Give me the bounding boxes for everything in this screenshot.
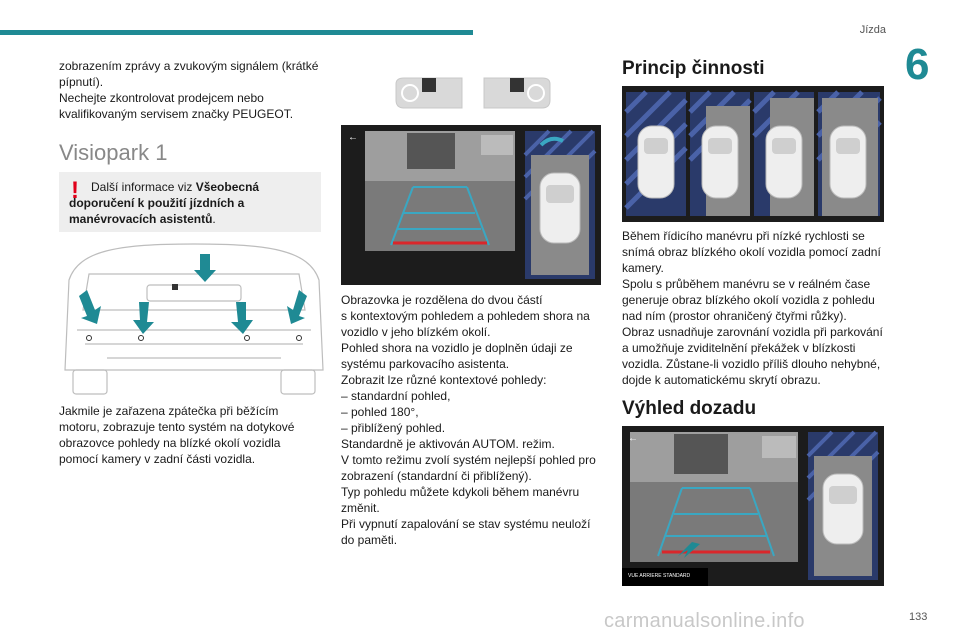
top-accent-bar bbox=[0, 30, 473, 35]
intro-line: pípnutí). bbox=[59, 75, 104, 89]
section-header: Jízda bbox=[859, 24, 886, 36]
section-title-visiopark: Visiopark 1 bbox=[59, 140, 168, 165]
column-1-body: Jakmile je zařazena zpátečka při běžícím motoru, zobrazuje tento systém na dotykové obrazovce pohledy na blízké okolí vozidla pomocí kamery v zadní části vozidla. bbox=[59, 404, 295, 466]
camera-screen-split-view bbox=[341, 125, 601, 285]
intro-line: Nechejte zkontrolovat prodejcem nebo bbox=[59, 91, 264, 105]
column-2-body: Obrazovka je rozdělena do dvou částí s kontextovým pohledem a pohledem shora na vozidlo v jeho blízkém okolí. Pohled shora na vozidlo je doplněn údaji ze systému parkovacího asistenta. Zobrazit lze různé kontextové pohledy: – standardní pohled, – pohled 180°, – přiblížený pohled. Standardně je aktivován AUTOM. režim. V tomto režimu zvolí systém nejlepší pohled pro zobrazení (standardní či přiblížený). Typ pohledu můžete kdykoli během manévru změnit. Při vypnutí zapalování se stav systému neuloží do paměti. bbox=[341, 293, 596, 547]
rear-view-screen bbox=[622, 426, 884, 586]
svg-text:←: ← bbox=[628, 433, 638, 444]
top-view-sequence-illustration bbox=[622, 86, 884, 222]
note-text: Další informace viz Všeobecná doporučení k použití jízdních a manévrovacích asistentů. bbox=[69, 180, 260, 226]
column-1 bbox=[59, 58, 329, 122]
warning-icon: ! bbox=[71, 177, 79, 204]
chapter-number: 6 bbox=[905, 40, 930, 89]
info-note bbox=[59, 172, 321, 232]
section-title-rear-view: Výhled dozadu bbox=[622, 398, 757, 419]
page-number: 133 bbox=[909, 611, 928, 623]
car-rear-camera-illustration bbox=[59, 240, 329, 398]
intro-line: kvalifikovaným servisem značky PEUGEOT. bbox=[59, 107, 294, 121]
column-3-body: Během řídicího manévru při nízké rychlosti se snímá obraz blízkého okolí vozidla pomocí zadní kamery. Spolu s průběhem manévru se v reálném čase generuje obraz blízkého okolí vozidla z pohledu nad ním (prostor ohraničený čtyřmi růžky). Obraz usnadňuje zarovnání vozidla při parkování a umožňuje zviditelnění překážek v blízkosti vozidla. Zůstane-li vozidlo příliš dlouho nehybné, dojde k automatickému skrytí obrazu. bbox=[622, 229, 883, 387]
section-title-principle: Princip činnosti bbox=[622, 58, 765, 79]
svg-text:←: ← bbox=[348, 132, 358, 143]
view-mode-label[interactable]: VUE ARRIERE STANDARD bbox=[628, 573, 691, 579]
watermark: carmanualsonline.info bbox=[604, 610, 805, 632]
intro-line: zobrazením zprávy a zvukovým signálem (krátké bbox=[59, 59, 319, 73]
dashboard-button-illustration bbox=[392, 74, 554, 112]
